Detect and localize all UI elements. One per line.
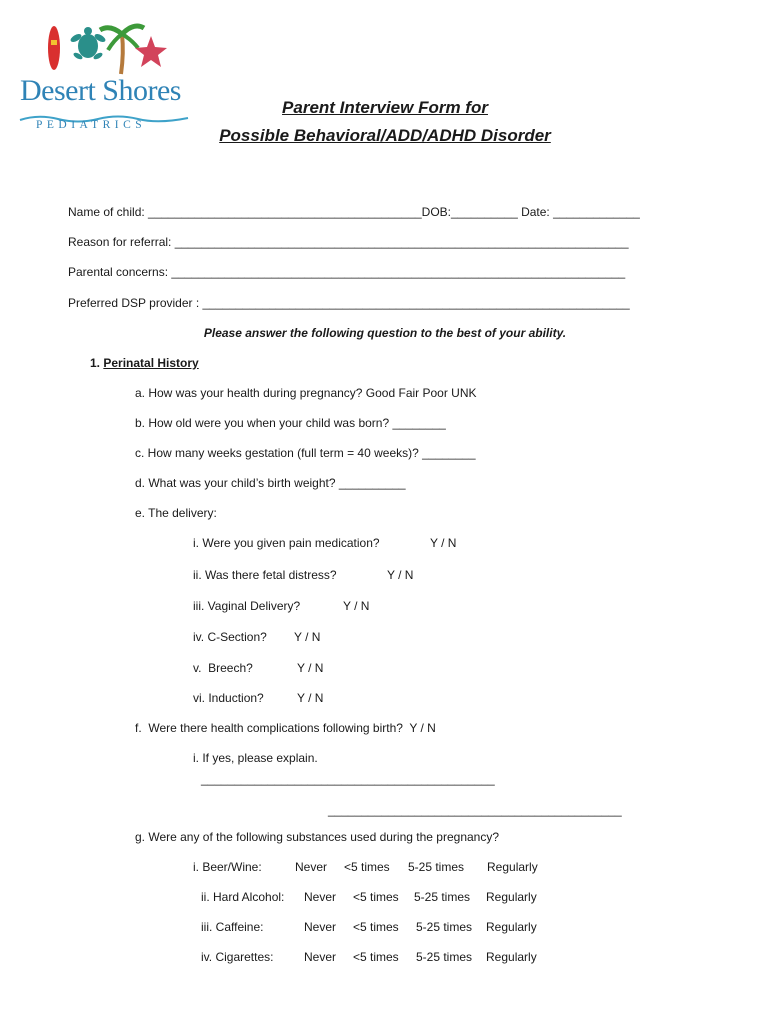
question-f[interactable]: f. Were there health complications following birth? Y / N <box>135 721 436 735</box>
option-5-25[interactable]: 5-25 times <box>414 890 471 904</box>
delivery-yn[interactable]: Y / N <box>294 630 321 644</box>
form-title-line2: Possible Behavioral/ADD/ADHD Disorder <box>219 126 551 145</box>
question-e: e. The delivery: <box>135 506 217 520</box>
logo-name: Desert Shores <box>20 74 181 107</box>
section-number: 1. <box>90 356 104 370</box>
delivery-label: vi. Induction? <box>193 691 264 705</box>
option-never[interactable]: Never <box>304 950 337 964</box>
parental-concerns-field[interactable]: Parental concerns: ____________________________________________________________________ <box>68 265 626 279</box>
delivery-yn[interactable]: Y / N <box>430 536 457 550</box>
option-lt5[interactable]: <5 times <box>353 890 399 904</box>
delivery-label: iv. C-Section? <box>193 630 267 644</box>
substance-label: iii. Caffeine: <box>201 920 264 934</box>
referral-reason-field[interactable]: Reason for referral: ____________________________________________________________________ <box>68 235 629 249</box>
substance-label: iv. Cigarettes: <box>201 950 274 964</box>
question-a: a. How was your health during pregnancy? Good Fair Poor UNK <box>135 386 477 400</box>
turtle-icon <box>69 27 106 61</box>
delivery-yn[interactable]: Y / N <box>343 599 370 613</box>
question-b[interactable]: b. How old were you when your child was born? ________ <box>135 416 446 430</box>
option-lt5[interactable]: <5 times <box>353 950 399 964</box>
option-never[interactable]: Never <box>304 890 337 904</box>
question-d[interactable]: d. What was your child’s birth weight? __________ <box>135 476 406 490</box>
instructions: Please answer the following question to the best of your ability. <box>203 326 567 340</box>
option-lt5[interactable]: <5 times <box>353 920 399 934</box>
explain-line-2[interactable]: ____________________________________________ <box>328 803 622 817</box>
logo-subtitle: PEDIATRICS <box>36 119 147 131</box>
question-c[interactable]: c. How many weeks gestation (full term = 40 weeks)? ________ <box>135 446 476 460</box>
option-regularly[interactable]: Regularly <box>487 860 538 874</box>
palm-tree-icon <box>100 26 144 74</box>
section-heading <box>90 356 199 370</box>
question-f-explain: i. If yes, please explain. <box>193 751 318 765</box>
option-5-25[interactable]: 5-25 times <box>416 950 473 964</box>
option-lt5[interactable]: <5 times <box>344 860 390 874</box>
surfboard-icon <box>48 26 60 70</box>
option-regularly[interactable]: Regularly <box>486 890 537 904</box>
starfish-icon <box>135 36 167 67</box>
preferred-provider-field[interactable]: Preferred DSP provider : ________________________________________________________________ <box>68 296 630 310</box>
delivery-label: iii. Vaginal Delivery? <box>193 599 301 613</box>
option-5-25[interactable]: 5-25 times <box>408 860 465 874</box>
option-5-25[interactable]: 5-25 times <box>416 920 473 934</box>
child-name-field[interactable]: Name of child: _________________________________________DOB:__________ Date: _____________ <box>68 205 640 219</box>
form-title-line1: Parent Interview Form for <box>282 98 488 117</box>
section-title: Perinatal History <box>103 356 199 370</box>
delivery-yn[interactable]: Y / N <box>297 691 324 705</box>
option-never[interactable]: Never <box>295 860 328 874</box>
option-never[interactable]: Never <box>304 920 337 934</box>
question-g: g. Were any of the following substances used during the pregnancy? <box>135 830 500 844</box>
delivery-label: ii. Was there fetal distress? <box>193 568 337 582</box>
delivery-yn[interactable]: Y / N <box>387 568 414 582</box>
substance-label: i. Beer/Wine: <box>193 860 262 874</box>
substance-label: ii. Hard Alcohol: <box>201 890 285 904</box>
delivery-label: v. Breech? <box>193 661 253 675</box>
delivery-label: i. Were you given pain medication? <box>193 536 380 550</box>
option-regularly[interactable]: Regularly <box>486 950 537 964</box>
delivery-yn[interactable]: Y / N <box>297 661 324 675</box>
explain-line-1[interactable]: ____________________________________________ <box>201 772 495 786</box>
option-regularly[interactable]: Regularly <box>486 920 537 934</box>
